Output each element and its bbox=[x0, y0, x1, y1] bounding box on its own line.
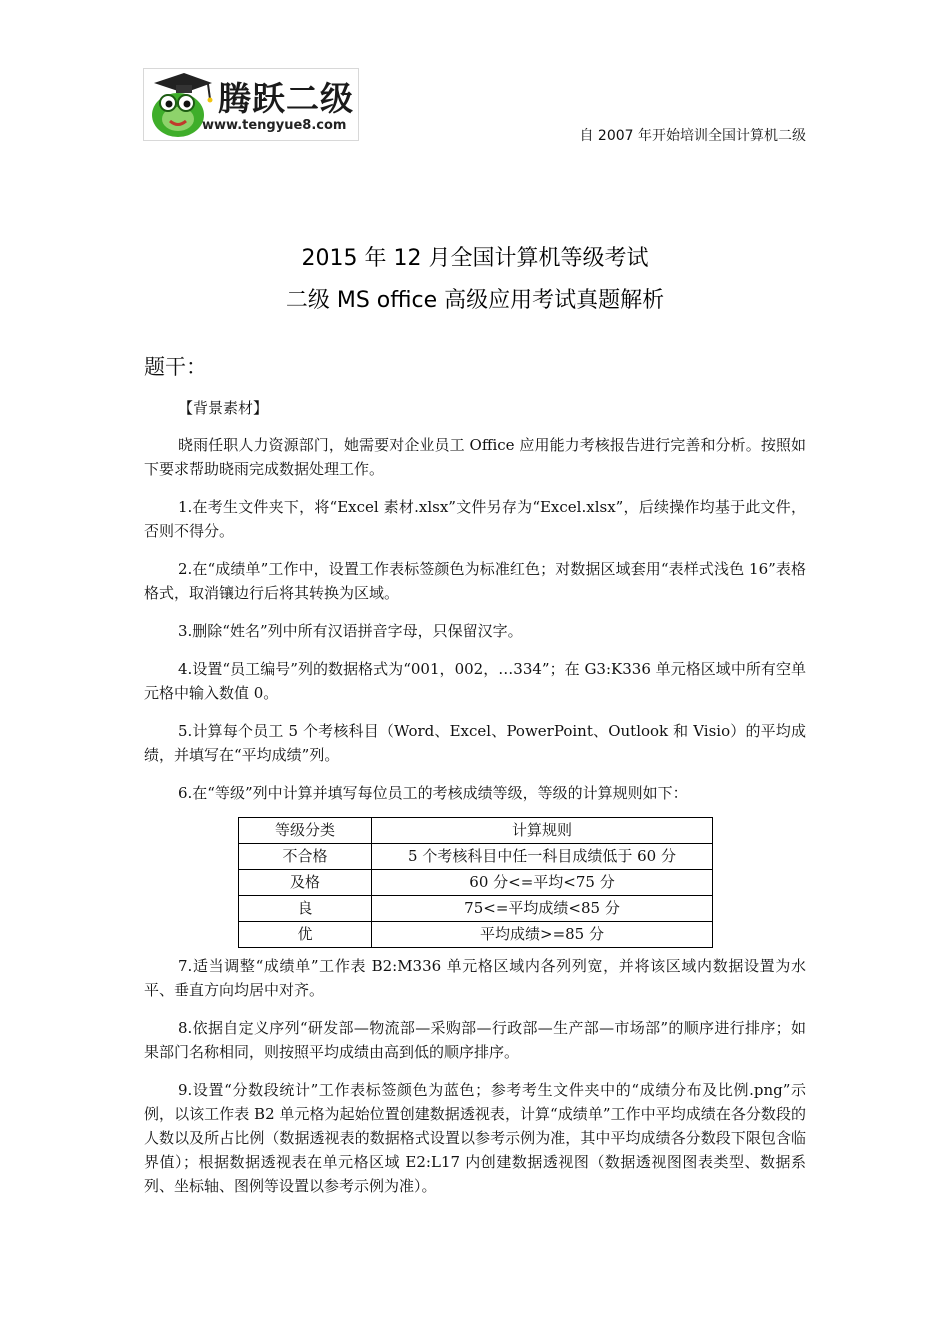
list-item: 9.设置“分数段统计”工作表标签颜色为蓝色；参考考生文件夹中的“成绩分布及比例.png”示例，以该工作表 B2 单元格为起始位置创建数据透视表，计算“成绩单”工作中平均成绩在各分数段的人数以及所占比例（数据透视表的数据格式设置以参考示例为准，其中平均成绩各分数段下限包含临界值）；根据数据透视表在单元格区域 E2:L17 内创建数据透视图（数据透视图图表类型、数据系列、坐标轴、图例等设置以参考示例为准）。 bbox=[144, 1081, 806, 1195]
list-item: 7.适当调整“成绩单”工作表 B2:M336 单元格区域内各列列宽，并将该区域内数据设置为水平、垂直方向均居中对齐。 bbox=[144, 957, 806, 999]
list-item: 1.在考生文件夹下，将“Excel 素材.xlsx”文件另存为“Excel.xlsx”，后续操作均基于此文件，否则不得分。 bbox=[144, 498, 806, 540]
list-item: 5.计算每个员工 5 个考核科目（Word、Excel、PowerPoint、Outlook 和 Visio）的平均成绩，并填写在“平均成绩”列。 bbox=[144, 722, 806, 764]
list-item: 8.依据自定义序列“研发部—物流部—采购部—行政部—生产部—市场部”的顺序进行排序；如果部门名称相同，则按照平均成绩由高到低的顺序排序。 bbox=[144, 1019, 806, 1061]
document-title-line-1: 2015 年 12 月全国计算机等级考试 bbox=[301, 246, 649, 271]
list-item: 2.在“成绩单”工作中，设置工作表标签颜色为标准红色；对数据区域套用“表样式浅色 16”表格格式，取消镶边行后将其转换为区域。 bbox=[144, 560, 806, 602]
table-cell: 5 个考核科目中任一科目成绩低于 60 分 bbox=[372, 844, 713, 870]
table-cell: 良 bbox=[239, 896, 372, 922]
table-header-cell: 计算规则 bbox=[372, 818, 713, 844]
table-cell: 优 bbox=[239, 922, 372, 948]
background-label: 【背景素材】 bbox=[178, 399, 269, 417]
table-row bbox=[239, 870, 713, 896]
table-row bbox=[239, 896, 713, 922]
table-cell: 75<=平均成绩<85 分 bbox=[372, 896, 713, 922]
site-logo bbox=[143, 68, 359, 141]
list-item: 3.删除“姓名”列中所有汉语拼音字母，只保留汉字。 bbox=[178, 622, 523, 640]
logo-url: www.tengyue8.com bbox=[202, 118, 347, 133]
table-header-row bbox=[239, 818, 713, 844]
grade-rules-table bbox=[238, 817, 713, 948]
table-row bbox=[239, 922, 713, 948]
list-item: 6.在“等级”列中计算并填写每位员工的考核成绩等级，等级的计算规则如下： bbox=[178, 784, 688, 802]
table-header-cell: 等级分类 bbox=[239, 818, 372, 844]
list-item: 4.设置“员工编号”列的数据格式为“001，002，…334”；在 G3:K336 单元格区域中所有空单元格中输入数值 0。 bbox=[144, 660, 806, 702]
table-cell: 及格 bbox=[239, 870, 372, 896]
logo-brand-text: 腾跃二级 bbox=[218, 79, 354, 118]
table-row bbox=[239, 844, 713, 870]
section-heading: 题干： bbox=[144, 355, 207, 379]
header-tagline: 自 2007 年开始培训全国计算机二级 bbox=[579, 128, 806, 144]
intro-paragraph: 晓雨任职人力资源部门，她需要对企业员工 Office 应用能力考核报告进行完善和分析。按照如下要求帮助晓雨完成数据处理工作。 bbox=[144, 436, 806, 478]
table-cell: 不合格 bbox=[239, 844, 372, 870]
table-cell: 60 分<=平均<75 分 bbox=[372, 870, 713, 896]
table-cell: 平均成绩>=85 分 bbox=[372, 922, 713, 948]
document-title-line-2: 二级 MS office 高级应用考试真题解析 bbox=[285, 288, 665, 313]
